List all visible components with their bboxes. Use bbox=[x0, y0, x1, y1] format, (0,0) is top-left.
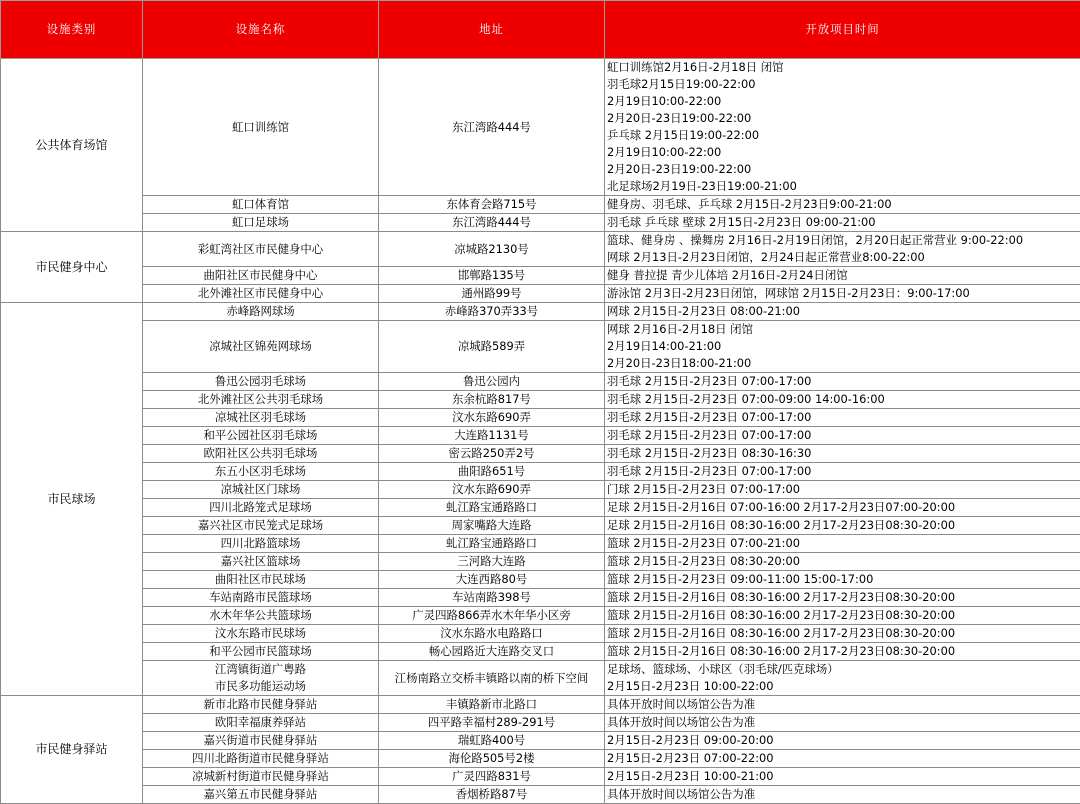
facility-name-cell bbox=[143, 732, 379, 750]
open-hours-line: 足球 2月15日-2月16日 07:00-16:00 2月17-2月23日07:00-20:00 bbox=[607, 499, 1078, 516]
facility-name-cell bbox=[143, 625, 379, 643]
table-row bbox=[1, 732, 1080, 750]
open-hours-line: 羽毛球 2月15日-2月23日 07:00-09:00 14:00-16:00 bbox=[607, 391, 1078, 408]
table-row bbox=[1, 232, 1080, 267]
address-cell: 汶水东路690弄 bbox=[379, 481, 605, 499]
table-row bbox=[1, 535, 1080, 553]
address-cell: 汶水东路水电路路口 bbox=[379, 625, 605, 643]
open-hours-cell bbox=[605, 445, 1080, 463]
facility-name: 鲁迅公园羽毛球场 bbox=[145, 373, 376, 390]
facility-name: 欧阳幸福康养驿站 bbox=[145, 714, 376, 731]
open-hours-line: 北足球场2月19日-23日19:00-21:00 bbox=[607, 178, 1078, 195]
table-row bbox=[1, 409, 1080, 427]
facility-name: 四川北路笼式足球场 bbox=[145, 499, 376, 516]
open-hours-cell bbox=[605, 427, 1080, 445]
facility-name: 嘉兴社区市民笼式足球场 bbox=[145, 517, 376, 534]
open-hours-line: 2月15日-2月23日 07:00-22:00 bbox=[607, 750, 1078, 767]
open-hours-cell bbox=[605, 391, 1080, 409]
facility-name-cell bbox=[143, 373, 379, 391]
open-hours-line: 篮球 2月15日-2月23日 07:00-21:00 bbox=[607, 535, 1078, 552]
facility-name: 曲阳社区市民健身中心 bbox=[145, 267, 376, 284]
address-cell: 曲阳路651号 bbox=[379, 463, 605, 481]
facility-name-cell bbox=[143, 696, 379, 714]
table-row bbox=[1, 445, 1080, 463]
open-hours-line: 2月20日-23日19:00-22:00 bbox=[607, 110, 1078, 127]
table-row bbox=[1, 768, 1080, 786]
facility-name: 北外滩社区市民健身中心 bbox=[145, 285, 376, 302]
table-row bbox=[1, 607, 1080, 625]
address-cell: 东余杭路817号 bbox=[379, 391, 605, 409]
open-hours-line: 羽毛球 2月15日-2月23日 07:00-17:00 bbox=[607, 427, 1078, 444]
table-body bbox=[1, 59, 1080, 804]
open-hours-cell bbox=[605, 732, 1080, 750]
open-hours-cell bbox=[605, 321, 1080, 373]
facility-name-cell bbox=[143, 553, 379, 571]
open-hours-line: 2月15日-2月23日 09:00-20:00 bbox=[607, 732, 1078, 749]
table-row bbox=[1, 285, 1080, 303]
open-hours-cell bbox=[605, 409, 1080, 427]
facility-name-cell bbox=[143, 499, 379, 517]
facility-name-cell bbox=[143, 285, 379, 303]
open-hours-line: 网球 2月13日-2月23日闭馆，2月24日起正常营业8:00-22:00 bbox=[607, 249, 1078, 266]
open-hours-cell bbox=[605, 535, 1080, 553]
address-cell: 东江湾路444号 bbox=[379, 214, 605, 232]
facility-name: 东五小区羽毛球场 bbox=[145, 463, 376, 480]
table-row bbox=[1, 643, 1080, 661]
open-hours-line: 网球 2月16日-2月18日 闭馆 bbox=[607, 321, 1078, 338]
open-hours-line: 具体开放时间以场馆公告为准 bbox=[607, 696, 1078, 713]
address-cell: 三河路大连路 bbox=[379, 553, 605, 571]
facility-name: 凉城社区羽毛球场 bbox=[145, 409, 376, 426]
open-hours-line: 篮球 2月15日-2月16日 08:30-16:00 2月17-2月23日08:30-20:00 bbox=[607, 625, 1078, 642]
address-cell: 赤峰路370弄33号 bbox=[379, 303, 605, 321]
table-row bbox=[1, 373, 1080, 391]
open-hours-cell bbox=[605, 714, 1080, 732]
open-hours-line: 篮球 2月15日-2月16日 08:30-16:00 2月17-2月23日08:30-20:00 bbox=[607, 607, 1078, 624]
open-hours-cell bbox=[605, 499, 1080, 517]
category-cell: 市民球场 bbox=[1, 303, 143, 696]
facility-name: 彩虹湾社区市民健身中心 bbox=[145, 241, 376, 258]
facility-name: 嘉兴街道市民健身驿站 bbox=[145, 732, 376, 749]
open-hours-line: 具体开放时间以场馆公告为准 bbox=[607, 714, 1078, 731]
table-row bbox=[1, 59, 1080, 196]
open-hours-cell bbox=[605, 232, 1080, 267]
open-hours-cell bbox=[605, 373, 1080, 391]
open-hours-line: 羽毛球 2月15日-2月23日 07:00-17:00 bbox=[607, 373, 1078, 390]
table-row bbox=[1, 571, 1080, 589]
open-hours-line: 网球 2月15日-2月23日 08:00-21:00 bbox=[607, 303, 1078, 320]
category-cell: 公共体育场馆 bbox=[1, 59, 143, 232]
facility-name: 新市北路市民健身驿站 bbox=[145, 696, 376, 713]
facility-name: 虹口体育馆 bbox=[145, 196, 376, 213]
address-cell: 畅心园路近大连路交叉口 bbox=[379, 643, 605, 661]
open-hours-line: 乒乓球 2月15日19:00-22:00 bbox=[607, 127, 1078, 144]
address-cell: 香烟桥路87号 bbox=[379, 786, 605, 804]
open-hours-cell bbox=[605, 661, 1080, 696]
facility-name: 车站南路市民篮球场 bbox=[145, 589, 376, 606]
facility-name: 凉城新村街道市民健身驿站 bbox=[145, 768, 376, 785]
facility-name: 水木年华公共篮球场 bbox=[145, 607, 376, 624]
open-hours-line: 羽毛球 2月15日-2月23日 07:00-17:00 bbox=[607, 463, 1078, 480]
facility-name: 虹口足球场 bbox=[145, 214, 376, 231]
facility-name: 凉城社区锦苑网球场 bbox=[145, 338, 376, 355]
open-hours-line: 虹口训练馆2月16日-2月18日 闭馆 bbox=[607, 59, 1078, 76]
open-hours-line: 健身房、羽毛球、乒乓球 2月15日-2月23日9:00-21:00 bbox=[607, 196, 1078, 213]
open-hours-cell bbox=[605, 786, 1080, 804]
open-hours-cell bbox=[605, 643, 1080, 661]
open-hours-cell bbox=[605, 59, 1080, 196]
address-cell: 广灵四路831号 bbox=[379, 768, 605, 786]
open-hours-line: 篮球 2月15日-2月16日 08:30-16:00 2月17-2月23日08:30-20:00 bbox=[607, 589, 1078, 606]
table-row bbox=[1, 714, 1080, 732]
facility-name-cell bbox=[143, 589, 379, 607]
facility-name: 汶水东路市民球场 bbox=[145, 625, 376, 642]
facility-name-cell bbox=[143, 571, 379, 589]
address-cell: 密云路250弄2号 bbox=[379, 445, 605, 463]
address-cell: 四平路幸福村289-291号 bbox=[379, 714, 605, 732]
header-address: 地址 bbox=[379, 1, 605, 59]
open-hours-line: 具体开放时间以场馆公告为准 bbox=[607, 786, 1078, 803]
header-category: 设施类别 bbox=[1, 1, 143, 59]
table-row bbox=[1, 661, 1080, 696]
table-row bbox=[1, 463, 1080, 481]
address-cell: 凉城路2130号 bbox=[379, 232, 605, 267]
open-hours-cell bbox=[605, 571, 1080, 589]
open-hours-line: 足球 2月15日-2月16日 08:30-16:00 2月17-2月23日08:30-20:00 bbox=[607, 517, 1078, 534]
open-hours-cell bbox=[605, 196, 1080, 214]
facility-name: 赤峰路网球场 bbox=[145, 303, 376, 320]
open-hours-line: 2月15日-2月23日 10:00-22:00 bbox=[607, 678, 1078, 695]
facility-name-cell bbox=[143, 267, 379, 285]
facility-name: 四川北路街道市民健身驿站 bbox=[145, 750, 376, 767]
facility-name: 欧阳社区公共羽毛球场 bbox=[145, 445, 376, 462]
open-hours-cell bbox=[605, 303, 1080, 321]
facility-name: 江湾镇街道广粤路 bbox=[145, 661, 376, 678]
open-hours-line: 门球 2月15日-2月23日 07:00-17:00 bbox=[607, 481, 1078, 498]
open-hours-line: 2月20日-23日19:00-22:00 bbox=[607, 161, 1078, 178]
facility-name-cell bbox=[143, 445, 379, 463]
address-cell: 虬江路宝通路路口 bbox=[379, 499, 605, 517]
open-hours-cell bbox=[605, 696, 1080, 714]
table-row bbox=[1, 196, 1080, 214]
facility-name-cell bbox=[143, 535, 379, 553]
facility-name: 嘉兴第五市民健身驿站 bbox=[145, 786, 376, 803]
facility-name-cell bbox=[143, 427, 379, 445]
open-hours-cell bbox=[605, 589, 1080, 607]
facility-name-cell bbox=[143, 481, 379, 499]
table-row bbox=[1, 267, 1080, 285]
table-row bbox=[1, 517, 1080, 535]
open-hours-cell bbox=[605, 553, 1080, 571]
header-row bbox=[1, 1, 1080, 59]
open-hours-line: 羽毛球 2月15日-2月23日 07:00-17:00 bbox=[607, 409, 1078, 426]
header-facility-name: 设施名称 bbox=[143, 1, 379, 59]
open-hours-line: 2月20日-23日18:00-21:00 bbox=[607, 355, 1078, 372]
facility-name-cell bbox=[143, 607, 379, 625]
open-hours-line: 游泳馆 2月3日-2月23日闭馆，网球馆 2月15日-2月23日：9:00-17:00 bbox=[607, 285, 1078, 302]
open-hours-line: 篮球、健身房 、操舞房 2月16日-2月19日闭馆，2月20日起正常营业 9:00-22:00 bbox=[607, 232, 1078, 249]
address-cell: 东体育会路715号 bbox=[379, 196, 605, 214]
facility-name: 和平公园社区羽毛球场 bbox=[145, 427, 376, 444]
facility-name: 曲阳社区市民球场 bbox=[145, 571, 376, 588]
facility-name-cell bbox=[143, 303, 379, 321]
facility-name: 凉城社区门球场 bbox=[145, 481, 376, 498]
open-hours-line: 羽毛球 2月15日-2月23日 08:30-16:30 bbox=[607, 445, 1078, 462]
open-hours-line: 2月19日10:00-22:00 bbox=[607, 93, 1078, 110]
table-row bbox=[1, 391, 1080, 409]
open-hours-line: 健身 普拉提 青少儿体培 2月16日-2月24日闭馆 bbox=[607, 267, 1078, 284]
facility-name-cell bbox=[143, 409, 379, 427]
open-hours-line: 篮球 2月15日-2月16日 08:30-16:00 2月17-2月23日08:30-20:00 bbox=[607, 643, 1078, 660]
open-hours-line: 篮球 2月15日-2月23日 08:30-20:00 bbox=[607, 553, 1078, 570]
table-row bbox=[1, 625, 1080, 643]
open-hours-cell bbox=[605, 625, 1080, 643]
table-row bbox=[1, 303, 1080, 321]
facility-name: 虹口训练馆 bbox=[145, 119, 376, 136]
open-hours-line: 羽毛球 乒乓球 壁球 2月15日-2月23日 09:00-21:00 bbox=[607, 214, 1078, 231]
open-hours-line: 足球场、篮球场、小球区（羽毛球/匹克球场） bbox=[607, 661, 1078, 678]
address-cell: 大连路1131号 bbox=[379, 427, 605, 445]
open-hours-cell bbox=[605, 463, 1080, 481]
open-hours-line: 篮球 2月15日-2月23日 09:00-11:00 15:00-17:00 bbox=[607, 571, 1078, 588]
facility-name: 市民多功能运动场 bbox=[145, 678, 376, 695]
address-cell: 汶水东路690弄 bbox=[379, 409, 605, 427]
facility-name-cell bbox=[143, 786, 379, 804]
table-row bbox=[1, 499, 1080, 517]
table-row bbox=[1, 589, 1080, 607]
facility-name-cell bbox=[143, 768, 379, 786]
address-cell: 丰镇路新市北路口 bbox=[379, 696, 605, 714]
facility-name-cell bbox=[143, 661, 379, 696]
facility-name: 北外滩社区公共羽毛球场 bbox=[145, 391, 376, 408]
table-row bbox=[1, 696, 1080, 714]
facility-name-cell bbox=[143, 214, 379, 232]
table-row bbox=[1, 553, 1080, 571]
facility-name-cell bbox=[143, 321, 379, 373]
table-row bbox=[1, 786, 1080, 804]
address-cell: 周家嘴路大连路 bbox=[379, 517, 605, 535]
address-cell: 海伦路505号2楼 bbox=[379, 750, 605, 768]
facility-name-cell bbox=[143, 463, 379, 481]
open-hours-line: 羽毛球2月15日19:00-22:00 bbox=[607, 76, 1078, 93]
open-hours-cell bbox=[605, 768, 1080, 786]
facility-name-cell bbox=[143, 196, 379, 214]
open-hours-cell bbox=[605, 214, 1080, 232]
address-cell: 车站南路398号 bbox=[379, 589, 605, 607]
table-row bbox=[1, 427, 1080, 445]
address-cell: 广灵四路866弄水木年华小区旁 bbox=[379, 607, 605, 625]
facility-name-cell bbox=[143, 391, 379, 409]
header-open-hours: 开放项目时间 bbox=[605, 1, 1080, 59]
address-cell: 瑞虹路400号 bbox=[379, 732, 605, 750]
table-row bbox=[1, 321, 1080, 373]
open-hours-cell bbox=[605, 285, 1080, 303]
open-hours-line: 2月15日-2月23日 10:00-21:00 bbox=[607, 768, 1078, 785]
facility-name: 四川北路篮球场 bbox=[145, 535, 376, 552]
address-cell: 虬江路宝通路路口 bbox=[379, 535, 605, 553]
address-cell: 通州路99号 bbox=[379, 285, 605, 303]
facility-name-cell bbox=[143, 517, 379, 535]
facility-name-cell bbox=[143, 643, 379, 661]
open-hours-cell bbox=[605, 481, 1080, 499]
address-cell: 东江湾路444号 bbox=[379, 59, 605, 196]
open-hours-line: 2月19日10:00-22:00 bbox=[607, 144, 1078, 161]
address-cell: 大连西路80号 bbox=[379, 571, 605, 589]
facility-name: 和平公园市民篮球场 bbox=[145, 643, 376, 660]
category-cell: 市民健身驿站 bbox=[1, 696, 143, 804]
category-cell: 市民健身中心 bbox=[1, 232, 143, 303]
table-row bbox=[1, 214, 1080, 232]
table-row bbox=[1, 481, 1080, 499]
facility-name-cell bbox=[143, 59, 379, 196]
open-hours-cell bbox=[605, 607, 1080, 625]
facility-name-cell bbox=[143, 232, 379, 267]
facility-name: 嘉兴社区篮球场 bbox=[145, 553, 376, 570]
address-cell: 鲁迅公园内 bbox=[379, 373, 605, 391]
address-cell: 凉城路589弄 bbox=[379, 321, 605, 373]
facility-name-cell bbox=[143, 714, 379, 732]
address-cell: 邯郸路135号 bbox=[379, 267, 605, 285]
open-hours-cell bbox=[605, 267, 1080, 285]
open-hours-line: 2月19日14:00-21:00 bbox=[607, 338, 1078, 355]
open-hours-cell bbox=[605, 517, 1080, 535]
address-cell: 江杨南路立交桥丰镇路以南的桥下空间 bbox=[379, 661, 605, 696]
